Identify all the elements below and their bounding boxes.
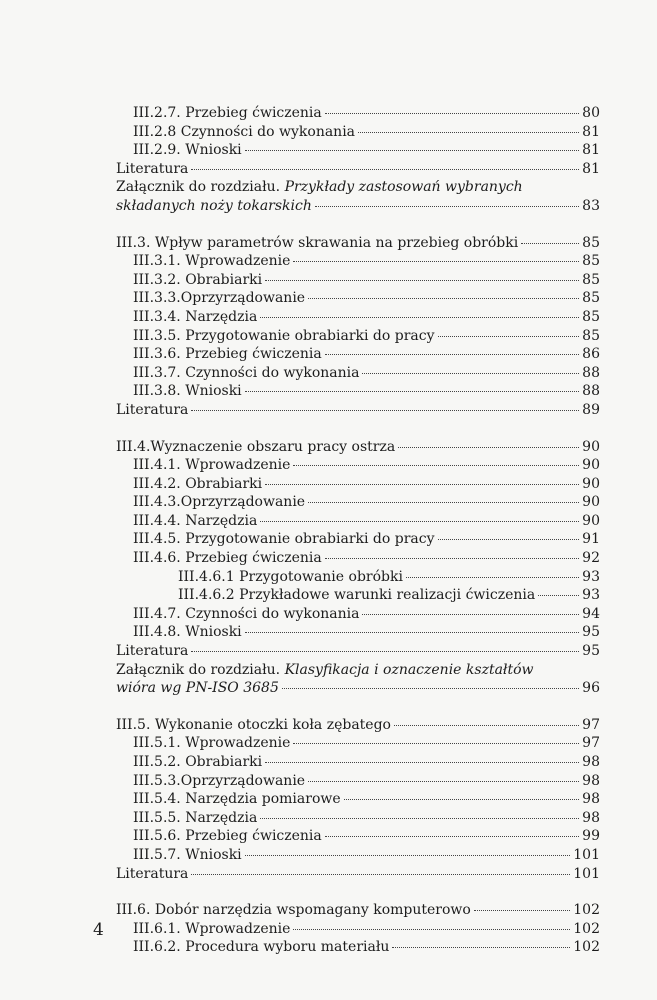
toc-entry [116, 493, 600, 512]
toc-entry-page: 98 [582, 791, 600, 808]
dot-leader [245, 391, 580, 392]
toc-entry-page: 80 [582, 105, 600, 121]
dot-leader [265, 280, 579, 281]
toc-entry-title: III.4.5. Przygotowanie obrabiarki do pracy [133, 531, 435, 548]
toc-entry [116, 790, 600, 809]
toc-entry [116, 123, 600, 142]
toc-entry-title: III.3.3.Oprzyrządowanie [133, 290, 306, 307]
toc-entry-page: 81 [582, 142, 600, 159]
toc-entry [116, 772, 600, 791]
toc-entry [116, 734, 600, 753]
toc-entry-page: 90 [582, 475, 600, 492]
toc-entry-title: III.5.5. Narzędzia [133, 809, 258, 826]
toc-entry-page: 88 [582, 383, 600, 400]
toc-entry-title: III.4.6.2 Przykładowe warunki realizacji ćwiczenia [178, 587, 536, 604]
toc-entry-page: 88 [582, 364, 600, 381]
dot-leader [344, 799, 580, 800]
dot-leader [438, 539, 580, 540]
toc-entry-page: 102 [573, 939, 600, 956]
toc-entry-title: III.3.7. Czynności do wykonania [133, 364, 360, 381]
toc-entry-title: Literatura [116, 865, 189, 882]
dot-leader [245, 150, 580, 151]
toc-entry-page: 89 [582, 401, 600, 418]
dot-leader [474, 910, 570, 911]
toc-entry-page: 101 [573, 846, 600, 863]
dot-leader [191, 874, 570, 875]
toc-entry-title: III.4.8. Wnioski [133, 624, 242, 641]
dot-leader [282, 688, 579, 689]
dot-leader [438, 336, 580, 337]
toc-entry-title: III.4.7. Czynności do wykonania [133, 605, 360, 622]
toc-entry-title: III.5. Wykonanie otoczki koła zębatego [116, 716, 391, 733]
toc-entry [116, 679, 600, 698]
toc-entry-page: 85 [582, 290, 600, 307]
dot-leader [392, 947, 570, 948]
toc-entry [116, 938, 600, 957]
toc-entry-title: III.5.7. Wnioski [133, 846, 242, 863]
dot-leader [308, 781, 579, 782]
table-of-contents [116, 104, 600, 957]
dot-leader [308, 298, 579, 299]
toc-entry-page: 102 [573, 902, 600, 919]
toc-entry-page: 90 [582, 438, 600, 455]
dot-leader [315, 206, 579, 207]
dot-leader [293, 743, 579, 744]
group-spacer [116, 216, 600, 234]
toc-entry-title: III.6.2. Procedura wyboru materiału [133, 939, 390, 956]
toc-entry-page: 97 [582, 735, 600, 752]
dot-leader [191, 169, 579, 170]
dot-leader [265, 484, 579, 485]
toc-entry-page: 83 [582, 197, 600, 214]
toc-entry-title: III.6. Dobór narzędzia wspomagany komputerowo [116, 902, 471, 919]
dot-leader [293, 465, 579, 466]
toc-entry-title: III.2.9. Wnioski [133, 142, 242, 159]
toc-entry-title: III.4.1. Wprowadzenie [133, 457, 291, 474]
toc-entry [116, 382, 600, 401]
toc-entry-title: III.5.1. Wprowadzenie [133, 735, 291, 752]
toc-entry [116, 530, 600, 549]
toc-entry [116, 753, 600, 772]
toc-entry-page: 98 [582, 754, 600, 770]
dot-leader [325, 836, 579, 837]
toc-entry-page: 94 [582, 605, 600, 622]
dot-leader [538, 595, 579, 596]
toc-entry-title: III.3.4. Narzędzia [133, 308, 258, 325]
page-number: 4 [93, 920, 104, 940]
group-spacer [116, 420, 600, 438]
dot-leader [394, 725, 579, 726]
toc-entry-title: III.6.1. Wprowadzenie [133, 920, 291, 937]
toc-entry [116, 178, 600, 197]
toc-entry-page: 86 [582, 346, 600, 363]
toc-entry-page: 90 [582, 457, 600, 474]
toc-entry-page: 96 [582, 680, 600, 697]
toc-entry-title: III.5.2. Obrabiarki [133, 754, 263, 770]
toc-entry-title: Literatura [116, 401, 189, 418]
toc-entry-title: III.4.6. Przebieg ćwiczenia [133, 550, 322, 567]
toc-entry [116, 160, 600, 179]
toc-entry [116, 438, 600, 457]
toc-entry [116, 549, 600, 568]
toc-entry-page: 81 [582, 160, 600, 177]
toc-entry-page: 93 [582, 587, 600, 604]
toc-entry [116, 605, 600, 624]
toc-entry-title: Literatura [116, 643, 189, 660]
toc-entry [116, 252, 600, 271]
toc-entry-page: 85 [582, 253, 600, 270]
toc-entry-title: III.4.Wyznaczenie obszaru pracy ostrza [116, 438, 396, 455]
toc-entry-title: III.5.6. Przebieg ćwiczenia [133, 828, 322, 845]
toc-entry-title: wióra wg PN-ISO 3685 [116, 680, 279, 697]
dot-leader [398, 447, 579, 448]
dot-leader [362, 614, 579, 615]
dot-leader [325, 354, 579, 355]
toc-entry-page: 98 [582, 772, 600, 789]
toc-entry [116, 401, 600, 420]
dot-leader [293, 261, 579, 262]
toc-entry-title: III.3. Wpływ parametrów skrawania na przebieg obróbki [116, 234, 519, 251]
toc-entry-page: 92 [582, 550, 600, 567]
dot-leader [260, 818, 579, 819]
toc-entry-italic-title: Klasyfikacja i oznaczenie kształtów [284, 661, 534, 678]
toc-entry-page: 91 [582, 531, 600, 548]
toc-entry-title: Literatura [116, 160, 189, 177]
toc-entry [116, 642, 600, 661]
toc-entry-page: 90 [582, 494, 600, 511]
toc-entry [116, 920, 600, 939]
toc-entry [116, 308, 600, 327]
toc-entry-page: 97 [582, 716, 600, 733]
toc-entry-page: 95 [582, 624, 600, 641]
toc-entry [116, 289, 600, 308]
toc-entry-page: 99 [582, 828, 600, 845]
toc-entry-title: III.4.3.Oprzyrządowanie [133, 494, 306, 511]
toc-entry-title: III.2.7. Przebieg ćwiczenia [133, 105, 322, 121]
toc-entry [116, 234, 600, 253]
toc-entry-page: 85 [582, 308, 600, 325]
toc-entry-page: 102 [573, 920, 600, 937]
toc-entry-title: III.4.2. Obrabiarki [133, 475, 263, 492]
toc-entry-page: 81 [582, 123, 600, 140]
toc-entry [116, 827, 600, 846]
toc-entry [116, 661, 600, 680]
toc-entry [116, 716, 600, 735]
toc-entry-title: III.5.4. Narzędzia pomiarowe [133, 791, 341, 808]
dot-leader [406, 577, 579, 578]
dot-leader [191, 410, 579, 411]
toc-entry [116, 623, 600, 642]
toc-entry-page: 98 [582, 809, 600, 826]
dot-leader [362, 373, 579, 374]
toc-entry [116, 846, 600, 865]
toc-entry [116, 512, 600, 531]
toc-entry-page: 90 [582, 512, 600, 529]
dot-leader [521, 243, 579, 244]
toc-entry-title: III.2.8 Czynności do wykonania [133, 123, 356, 140]
dot-leader [260, 521, 579, 522]
toc-entry-title: III.3.2. Obrabiarki [133, 271, 263, 288]
dot-leader [191, 651, 579, 652]
toc-entry-italic-title: Przykłady zastosowań wybranych [284, 179, 523, 196]
toc-entry-title [116, 178, 523, 197]
toc-entry-title: III.3.1. Wprowadzenie [133, 253, 291, 270]
dot-leader [358, 132, 579, 133]
toc-entry-page: 93 [582, 568, 600, 585]
toc-entry [116, 865, 600, 884]
toc-entry [116, 475, 600, 494]
toc-entry-page: 101 [573, 865, 600, 882]
dot-leader [325, 113, 579, 114]
toc-entry-title: III.4.6.1 Przygotowanie obróbki [178, 568, 403, 585]
toc-entry-prefix: Załącznik do rozdziału. [116, 179, 285, 196]
toc-entry-prefix: Załącznik do rozdziału. [116, 661, 285, 678]
toc-entry-title: III.3.6. Przebieg ćwiczenia [133, 346, 322, 363]
dot-leader [293, 929, 570, 930]
toc-entry [116, 586, 600, 605]
toc-entry [116, 345, 600, 364]
toc-entry [116, 197, 600, 216]
toc-entry-title: III.4.4. Narzędzia [133, 512, 258, 529]
toc-entry [116, 141, 600, 160]
toc-entry-page: 85 [582, 327, 600, 344]
dot-leader [325, 558, 579, 559]
group-spacer [116, 883, 600, 901]
dot-leader [265, 762, 579, 763]
dot-leader [308, 502, 579, 503]
toc-entry [116, 568, 600, 587]
toc-entry [116, 104, 600, 123]
toc-entry-page: 85 [582, 271, 600, 288]
toc-entry-title: składanych noży tokarskich [116, 197, 312, 214]
dot-leader [245, 632, 580, 633]
toc-entry-title: III.3.8. Wnioski [133, 383, 242, 400]
toc-entry [116, 456, 600, 475]
toc-entry [116, 271, 600, 290]
group-spacer [116, 698, 600, 716]
toc-entry [116, 901, 600, 920]
toc-entry [116, 809, 600, 828]
dot-leader [260, 317, 579, 318]
toc-entry-title [116, 661, 534, 680]
toc-entry-page: 95 [582, 643, 600, 660]
toc-entry-page: 85 [582, 234, 600, 251]
dot-leader [245, 855, 571, 856]
toc-entry-title: III.3.5. Przygotowanie obrabiarki do pracy [133, 327, 435, 344]
toc-entry [116, 327, 600, 346]
toc-entry [116, 364, 600, 383]
toc-entry-title: III.5.3.Oprzyrządowanie [133, 772, 306, 789]
